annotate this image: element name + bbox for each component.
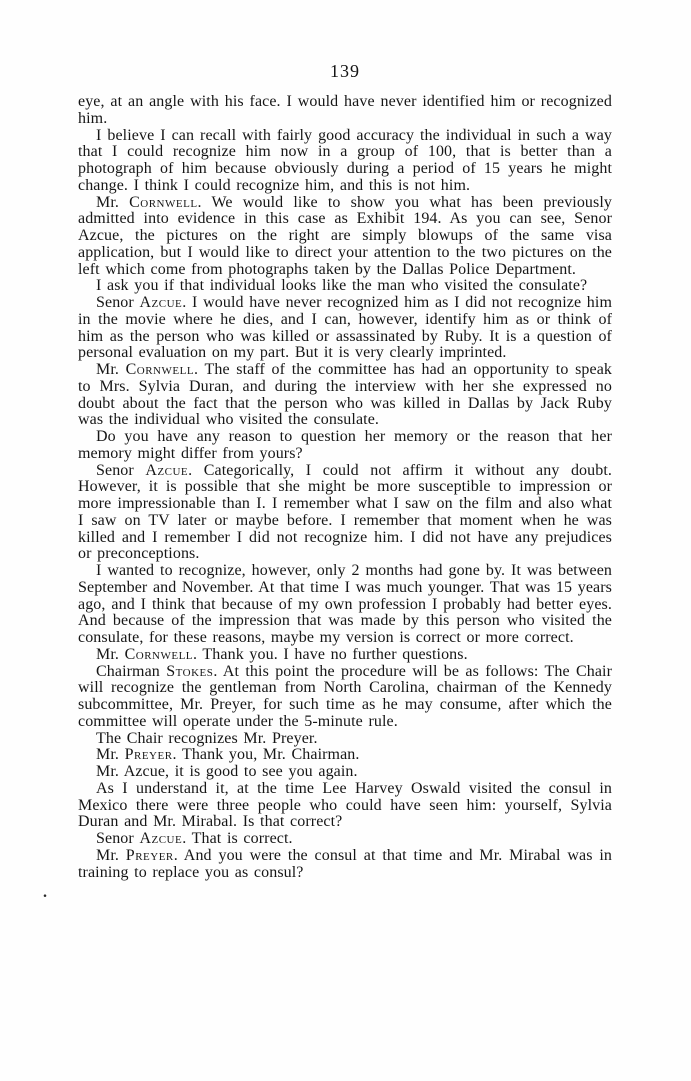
text-run: Mr. [96, 193, 130, 211]
paragraph [78, 664, 612, 731]
text-run: . We would like to show you what has been previously admitted into evidence in this case as Exhibit 194. As you can see, Senor Azcue, the pictures on the right are simply blowups of the same visa application, but I would like to direct your attention to the two pictures on the left which come from photographs taken by the Dallas Police Department. [78, 193, 613, 278]
text-run: Chairman [96, 662, 167, 680]
paragraph [78, 731, 612, 748]
speaker-name: Azcue [139, 294, 183, 311]
page-number: 139 [330, 61, 360, 81]
paragraph [78, 94, 612, 128]
speaker-name: Cornwell [129, 193, 198, 211]
paragraph [78, 831, 612, 848]
text-run: I ask you if that individual looks like the man who visited the consulate? [96, 277, 588, 295]
text-run: Senor [96, 830, 140, 847]
text-run: The Chair recognizes Mr. Preyer. [96, 729, 318, 747]
text-run: Senor [96, 461, 146, 479]
speaker-name: Cornwell [124, 645, 194, 663]
text-run: I believe I can recall with fairly good accuracy the individual in such a way that I could recognize him now in a group of 100, that is better than a photograph of him because obviously during a period of 15 years he might change. I think I could recognize him, and this is not him. [78, 126, 612, 194]
text-run: Senor [96, 294, 140, 311]
paragraph [78, 764, 612, 781]
text-run: Mr. Azcue, it is good to see you again. [96, 763, 358, 780]
paragraph [78, 463, 612, 564]
text-run: . And you were the consul at that time and Mr. Mirabal was in training to replace you as consul? [78, 846, 612, 881]
paragraph [78, 195, 612, 279]
speaker-name: Stokes [166, 662, 214, 680]
paragraph [78, 128, 612, 195]
speaker-name: Azcue [145, 461, 189, 479]
text-run: . Thank you, Mr. Chairman. [172, 746, 360, 764]
text-run: . Thank you. I have no further questions. [193, 645, 468, 663]
paragraph [78, 278, 612, 295]
text-block [78, 94, 612, 881]
text-run: Do you have any reason to question her memory or the reason that her memory might differ from yours? [78, 428, 612, 462]
paragraph [78, 563, 612, 647]
paragraph [78, 647, 612, 664]
paragraph [78, 295, 612, 362]
paragraph [78, 362, 612, 429]
speaker-name: Preyer [125, 846, 174, 864]
text-run: Mr. [96, 361, 126, 378]
text-run: . I would have never recognized him as I did not recognize him in the movie where he dies, and I can, however, identify him as or think of him as the person who was killed or assassinated by Ruby. It is a question of personal evaluation on my part. But it is very clearly imprinted. [78, 294, 612, 362]
paragraph [78, 848, 612, 882]
paragraph [78, 781, 612, 831]
text-run: . That is correct. [182, 830, 293, 847]
text-run: eye, at an angle with his face. I would have never identified him or recognized him. [78, 93, 612, 127]
text-run: . The staff of the committee has had an opportunity to speak to Mrs. Sylvia Duran, and during the interview with her she expressed no doubt about the fact that the person who was killed in Dallas by Jack Ruby was the individual who visited the consulate. [78, 361, 613, 429]
text-run: Mr. [96, 645, 125, 663]
text-run: Mr. [96, 846, 126, 864]
paragraph [78, 429, 612, 463]
text-run: . At this point the procedure will be as follows: The Chair will recognize the gentleman from North Carolina, chairman of the Kennedy subcommittee, Mr. Preyer, for such time as he may consume, after which the committee will operate under the 5-minute rule. [78, 662, 612, 730]
margin-ink-dot: . [43, 884, 47, 901]
text-run: . Categorically, I could not affirm it without any doubt. However, it is possible that she might be more susceptible to impression or more impressionable than I. I remember what I saw on the film and also what I saw on TV later or maybe before. I remember that moment when he was killed and I remember I did not recognize him. I did not have any prejudices or preconceptions. [78, 461, 612, 563]
speaker-name: Azcue [139, 830, 183, 847]
speaker-name: Preyer [124, 746, 173, 764]
text-run: As I understand it, at the time Lee Harvey Oswald visited the consul in Mexico there were three people who could have seen him: yourself, Sylvia Duran and Mr. Mirabal. Is that correct? [78, 779, 612, 831]
text-run: I wanted to recognize, however, only 2 months had gone by. It was between September and November. At that time I was much younger. That was 15 years ago, and I think that because of my own profession I probably had better eyes. And because of the impression that was made by this person who visited the consulate, for these reasons, maybe my version is correct or more correct. [78, 562, 612, 646]
paragraph [78, 747, 612, 764]
speaker-name: Cornwell [125, 361, 195, 378]
text-run: Mr. [96, 746, 125, 764]
